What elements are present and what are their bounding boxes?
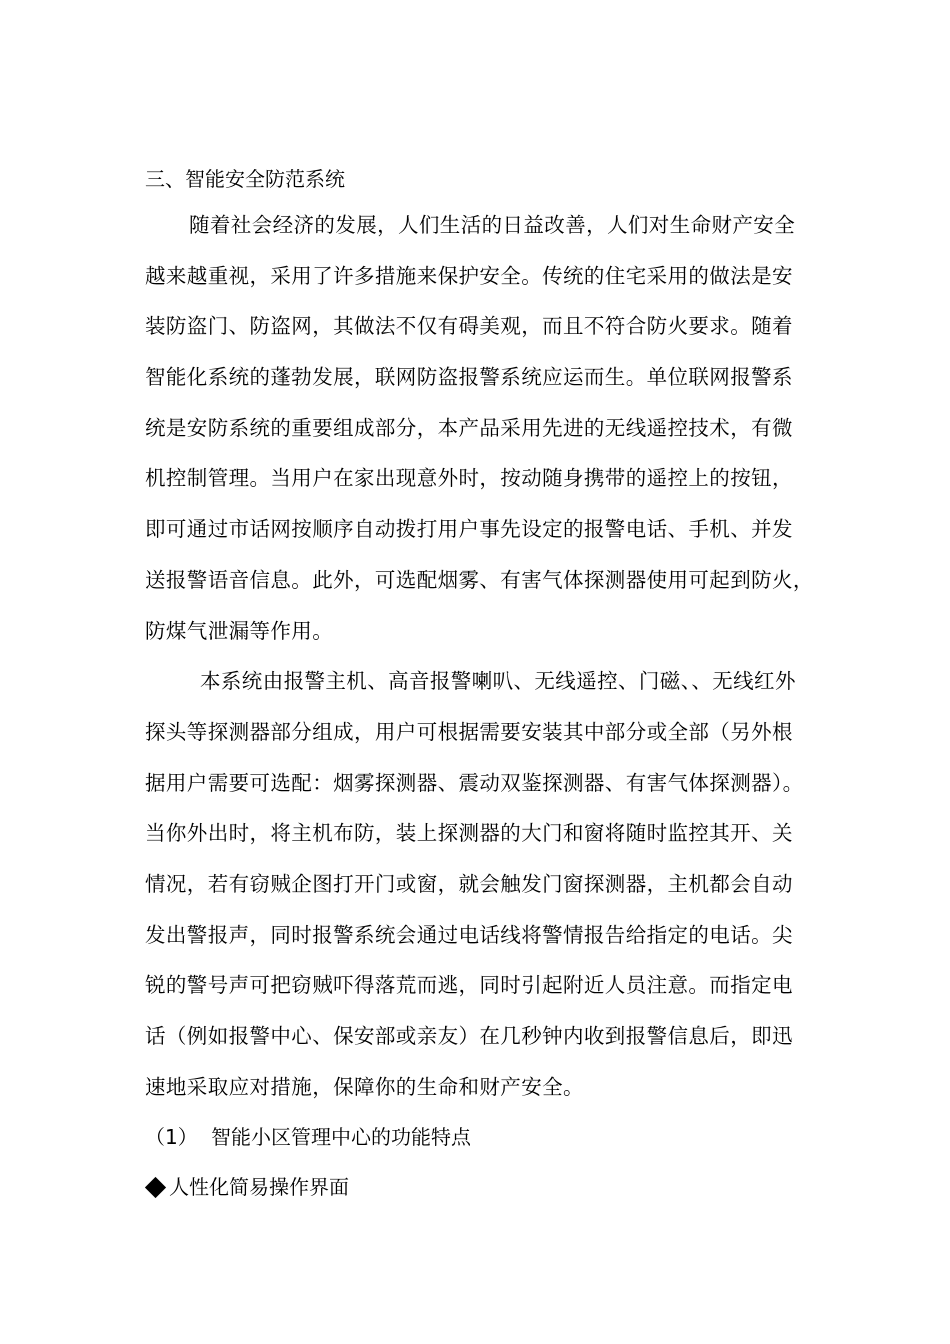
paragraph-line: 情况，若有窃贼企图打开门或窗，就会触发门窗探测器，主机都会自动 [145, 871, 793, 896]
paragraph-line: 锐的警号声可把窃贼吓得落荒而逃，同时引起附近人员注意。而指定电 [145, 973, 793, 998]
paragraph-line: 当你外出时，将主机布防，装上探测器的大门和窗将随时监控其开、关 [145, 821, 793, 846]
bullet-item [144, 1162, 857, 1212]
paragraph-line: 越来越重视，采用了许多措施来保护安全。传统的住宅采用的做法是安 [145, 263, 793, 288]
paragraph-line: 装防盗门、防盗网，其做法不仅有碍美观，而且不符合防火要求。随着 [145, 314, 793, 339]
subsection-number: （1） [145, 1125, 198, 1150]
diamond-bullet-icon [145, 1177, 166, 1198]
document-content [145, 158, 857, 1212]
paragraph-line: 话（例如报警中心、保安部或亲友）在几秒钟内收到报警信息后，即迅 [145, 1024, 793, 1048]
paragraph-line: 随着社会经济的发展，人们生活的日益改善，人们对生命财产安全 [189, 213, 796, 237]
paragraph-line: 防煤气泄漏等作用。 [145, 618, 334, 643]
paragraph-line: 机控制管理。当用户在家出现意外时，按动随身携带的遥控上的按钮， [145, 466, 793, 491]
bullet-text: 人性化简易操作界面 [169, 1175, 349, 1200]
paragraph-system-composition [145, 656, 857, 1112]
paragraph-line: 据用户需要可选配：烟雾探测器、震动双鉴探测器、有害气体探测器）。 [145, 770, 804, 795]
subsection-heading [145, 1112, 857, 1162]
subsection-title: 智能小区管理中心的功能特点 [211, 1125, 471, 1150]
paragraph-line: 发出警报声，同时报警系统会通过电话线将警情报告给指定的电话。尖 [145, 922, 793, 947]
paragraph-line: 本系统由报警主机、高音报警喇叭、无线遥控、门磁、、无线红外 [200, 669, 796, 694]
paragraph-line: 速地采取应对措施，保障你的生命和财产安全。 [145, 1074, 584, 1099]
paragraph-line: 智能化系统的蓬勃发展，联网防盗报警系统应运而生。单位联网报警系 [145, 365, 793, 390]
section-heading: 三、智能安全防范系统 [145, 167, 345, 191]
paragraph-line: 即可通过市话网按顺序自动拨打用户事先设定的报警电话、手机、并发 [145, 517, 793, 542]
paragraph-security-overview [145, 200, 857, 656]
paragraph-line: 探头等探测器部分组成，用户可根据需要安装其中部分或全部（另外根 [145, 719, 793, 744]
paragraph-line: 送报警语音信息。此外，可选配烟雾、有害气体探测器使用可起到防火， [145, 567, 814, 592]
paragraph-line: 统是安防系统的重要组成部分，本产品采用先进的无线遥控技术，有微 [145, 415, 793, 440]
